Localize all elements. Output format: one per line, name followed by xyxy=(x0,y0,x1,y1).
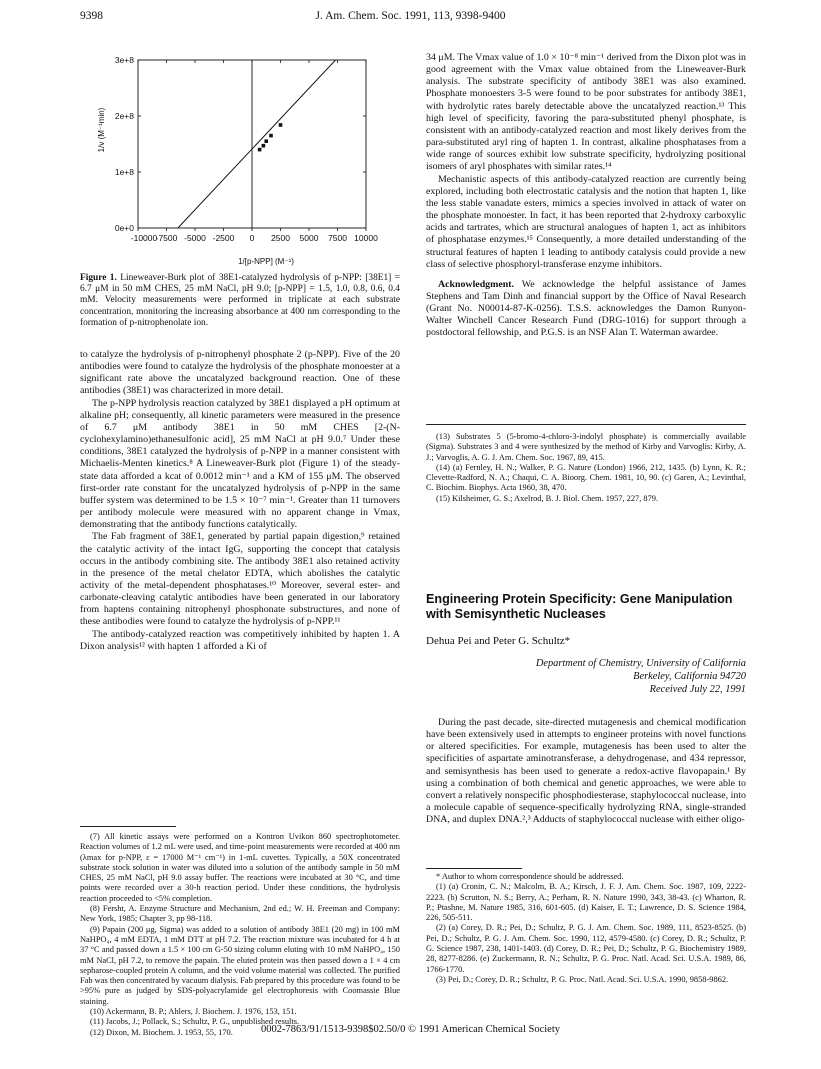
left-paragraph: The Fab fragment of 38E1, generated by partial papain digestion,⁹ retained the catalytic activity of the intact IgG, supporting the concept that catalysis occurs in the antibody combining site. The antibody 38E1 also retained activity in the presence of the metal chelator EDTA, which abolishes the catalytic activity of the metal-dependent phosphatases.¹⁰ Moreover, several ester- and carbonate-cleaving catalytic antibodies have been generated in our laboratory from haptens containing nitrophenyl phosphonate substructures, and none of these antibodies were found to catalyze the hydrolysis of p-NPP.¹¹ xyxy=(80,531,400,628)
affiliation-line: Berkeley, California 94720 xyxy=(633,671,746,682)
affiliation xyxy=(426,657,746,696)
footnote: (12) Dixon, M. Biochem. J. 1953, 55, 170. xyxy=(90,1027,233,1037)
footnote-divider xyxy=(426,868,522,869)
acknowledgment-label: Acknowledgment. xyxy=(438,278,514,290)
article-authors: Dehua Pei and Peter G. Schultz* xyxy=(426,635,571,647)
footnote: (2) (a) Corey, D. R.; Pei, D.; Schultz, P. G. J. Am. Chem. Soc. 1989, 111, 8523-8525. (b) Pei, D.; Schultz, P. G. J. Am. Chem. Soc. 1990, 112, 4579-4580. (c) Corey, D. R.; Schultz, P. G. Science 1987, 238, 1401-1403. (d) Corey, D. R.; Pei, D.; Schultz, P. G. Biochemistry 1989, 28, 8277-8286. (e) Zuckermann, R. N.; Schultz, P. G. Proc. Natl. Acad. Sci. U.S.A. 1989, 86, 1766-1770. xyxy=(426,923,746,974)
left-footnotes xyxy=(80,832,400,1038)
copyright-footer: 0002-7863/91/1513-9398$02.50/0 © 1991 American Chemical Society xyxy=(260,1024,561,1035)
x-tick-label: 7500 xyxy=(328,233,347,243)
y-axis-title: 1/v (M⁻¹min) xyxy=(97,107,106,153)
left-paragraph: to catalyze the hydrolysis of p-nitrophenyl phosphate 2 (p-NPP). Five of the 20 antibodies were found to catalyze the hydrolysis of the phosphate monoester at a significant rate above the uncatalyzed background reaction. One of these antibodies (38E1) was characterized in more detail. xyxy=(80,349,400,397)
data-point xyxy=(269,134,273,138)
acknowledgment xyxy=(426,279,746,340)
x-axis-title: 1/[p-NPP] (M⁻¹) xyxy=(238,257,294,266)
figure-caption-text: Lineweaver-Burk plot of 38E1-catalyzed hydrolysis of p-NPP: [38E1] = 6.7 μM in 50 mM CHES, 25 mM NaCl, pH 9.0; [p-NPP] = 1.5, 1.0, 0.8, 0.6, 0.4 mM. Velocity measurements were performed in triplicate at each substrate concentration, monitoring the increasing absorbance at 400 nm corresponding to the formation of p-nitrophenolate ion. xyxy=(80,273,401,328)
right-paragraph: 34 μM. The Vmax value of 1.0 × 10⁻⁸ min⁻¹ derived from the Dixon plot was in good agreement with the Vmax value obtained from the Lineweaver-Burk analysis. The substrate specificity of antibody 38E1 was also examined. Phosphate monoesters 3-5 were found to be poor substrates for antibody 38E1, with hydrolytic rates barely detectable above the uncatalyzed reaction.¹³ This high level of specificity, favoring the para-substituted phenyl phosphate, is consistent with an antibody-catalyzed reaction and most likely derives from the para-substituted aryl ring of hapten 1. In contrast, alkaline phosphatases from a wide range of sources exhibit low substrate specificity, hydrolyzing positional isomers of aryl phosphates with similar rates.¹⁴ xyxy=(426,52,746,173)
fit-line xyxy=(178,52,366,228)
right-column-body xyxy=(426,52,746,340)
x-tick-label: -2500 xyxy=(212,233,235,243)
acknowledgment-text: We acknowledge the helpful assistance of James Stephens and Tam Dinh and financial support by the Office of Naval Research (Grant No. N00014-87-K-0256). T.S.S. acknowledges the Damon Runyon-Walter Winchell Cancer Research Fund (DRG-1016) for support through a postdoctoral fellowship, and P.G.S. is an NSF Alan T. Waterman awardee. xyxy=(426,278,747,339)
article-body xyxy=(426,717,746,826)
left-column-body xyxy=(80,349,400,653)
x-tick-label: 10000 xyxy=(354,233,378,243)
footnote: (11) Jacobs, J.; Pollack, S.; Schultz, P. G., unpublished results. xyxy=(90,1017,300,1027)
x-tick-label: 0 xyxy=(249,233,255,243)
section-divider xyxy=(426,424,746,425)
y-tick-label: 0e+0 xyxy=(114,223,134,233)
figure-caption xyxy=(80,273,400,329)
left-paragraph: The antibody-catalyzed reaction was competitively inhibited by hapten 1. A Dixon analysis¹² with hapten 1 afforded a Ki of xyxy=(80,628,400,652)
footnote: (10) Ackermann, B. P.; Ahlers, J. Biochem. J. 1976, 153, 151. xyxy=(90,1007,297,1017)
data-point xyxy=(262,144,266,148)
footnote: (15) Kilsheimer, G. S.; Axelrod, B. J. Biol. Chem. 1957, 227, 879. xyxy=(436,493,659,503)
footnote: (13) Substrates 5 (5-bromo-4-chloro-3-indolyl phosphate) is commercially available (Sigma). Substrates 3 and 4 were synthesized by the method of Kirby and Varvoglis: Kirby, A. J.; Varvoglis, A. G. J. Am. Chem. Soc. 1967, 89, 415. xyxy=(426,432,746,462)
figure-label: Figure 1. xyxy=(80,273,117,283)
data-point xyxy=(279,123,283,127)
right-paragraph: Mechanistic aspects of this antibody-catalyzed reaction are currently being explored, including both electrostatic catalysis and the notion that hapten 1, like the less stable vanadate esters, mimics a species involved in attack of water on the phosphate monoester. In fact, it has been reported that 2-hydroxy carboxylic acids and tartrates, which are structural analogues of hapten 1, act as inhibitors of phosphatase enzymes.¹⁵ Consequently, a more detailed understanding of the structural features of hapten 1 leading to antibody catalysis could provide a new class of selective phosphoryl-transferase enzyme inhibitors. xyxy=(426,173,746,270)
footnote: (1) (a) Cronin, C. N.; Malcolm, B. A.; Kirsch, J. F. J. Am. Chem. Soc. 1987, 109, 2222-2223. (b) Scrutton, N. S.; Berry, A.; Perham, R. N. Nature 1990, 343, 38-43. (c) Wharton, R. P.; Ptashne, M. Nature 1985, 316, 601-605. (d) Kaiser, E. T.; Lawrence, D. S. Science 1984, 226, 505-511. xyxy=(426,882,746,923)
x-tick-label: 5000 xyxy=(299,233,319,243)
affiliation-line: Department of Chemistry, University of California xyxy=(535,658,746,669)
y-tick-label: 2e+8 xyxy=(114,111,134,121)
received-date: Received July 22, 1991 xyxy=(649,684,746,695)
right-footnotes xyxy=(426,432,746,504)
article-title: Engineering Protein Specificity: Gene Manipulation with Semisynthetic Nucleases xyxy=(426,592,733,621)
lineweaver-burk-chart xyxy=(80,52,400,274)
running-header: J. Am. Chem. Soc. 1991, 113, 9398-9400 xyxy=(315,10,506,22)
y-tick-label: 3e+8 xyxy=(114,55,134,65)
page-number: 9398 xyxy=(80,10,103,22)
x-tick-label: -5000 xyxy=(184,233,206,243)
x-tick-label: 2500 xyxy=(271,233,290,243)
x-tick-label: -7500 xyxy=(155,233,178,243)
footnote: (7) All kinetic assays were performed on a Kontron Uvikon 860 spectrophotometer. Reaction volumes of 1.2 mL were used, and time-point measurements were recorded at 400 nm (λmax for p-NPP, ε = 17000 M⁻¹ cm⁻¹) in 1-mL cuvettes. Typically, a 50X concentrated substrate stock solution in water was diluted into a solution of the antibody sample in 50 mM CHES, 25 mM NaCl, pH 9.0 assay buffer. The reactions were incubated at 30 °C, and time points were recorded over a 30-h reaction period. Under these conditions, the hydrolysis reaction proceeded to <5% completion. xyxy=(80,832,400,903)
data-point xyxy=(258,148,262,152)
data-point xyxy=(264,139,268,143)
footnote: (3) Pei, D.; Corey, D. R.; Schultz, P. G. Proc. Natl. Acad. Sci. U.S.A. 1990, 9858-9862. xyxy=(436,974,729,984)
y-tick-label: 1e+8 xyxy=(114,167,134,177)
article-footnotes xyxy=(426,872,746,985)
footnote: * Author to whom correspondence should be addressed. xyxy=(436,872,624,881)
x-tick-label: -10000 xyxy=(130,233,158,243)
left-paragraph: The p-NPP hydrolysis reaction catalyzed by 38E1 displayed a pH optimum at alkaline pH; consequently, all kinetic parameters were measured in the presence of 6.7 μM antibody 38E1 in 50 mM CHES [2-(N-cyclohexylamino)ethanesulfonic acid], 25 mM NaCl at pH 9.0.⁷ Under these conditions, 38E1 catalyzed the hydrolysis of p-NPP in a manner consistent with Michaelis-Menten kinetics.⁸ A Lineweaver-Burk plot (Figure 1) of the steady-state data afforded a kcat of 0.0012 min⁻¹ and a KM of 155 μM. The observed first-order rate constant for the uncatalyzed hydrolysis of p-NPP in the same buffer system was determined to be 1.5 × 10⁻⁷ min⁻¹. Greater than 11 turnovers per antibody molecule were measured with no apparent change in Vmax, demonstrating that the antibody functions catalytically. xyxy=(80,397,400,531)
article-paragraph: During the past decade, site-directed mutagenesis and chemical modification have been extensively used in attempts to engineer proteins with novel functions or altered specificities. For example, mutagenesis has been used to alter the specificities of aspartate aminotransferase, a dehydrogenase, and 434 repressor, and semisynthesis has been used to generate a redox-active flavopapain.¹ By using a combination of both chemical and genetic approaches, we were able to convert a relatively nonspecific phosphodiesterase, staphylococcal nuclease, into a molecule capable of sequence-specifically hydrolyzing RNA, single-stranded DNA, and duplex DNA.²,³ Adducts of staphylococcal nuclease with either oligo- xyxy=(426,717,746,826)
footnote-divider xyxy=(80,826,176,827)
footnote: (14) (a) Fernley, H. N.; Walker, P. G. Nature (London) 1966, 212, 1435. (b) Lynn, K. R.; Clevette-Radford, N. A.; Chaqui, C. A. Bioorg. Chem. 1981, 10, 90. (c) Garen, A.; Levinthal, C. Biochim. Biophys. Acta 1960, 38, 470. xyxy=(426,462,746,493)
footnote: (9) Papain (200 μg, Sigma) was added to a solution of antibody 38E1 (20 mg) in 100 mM NaHPO₄, 4 mM EDTA, 1 mM DTT at pH 7.2. The reaction mixture was incubated for 4 h at 37 °C and passed down a 1.5 × 100 cm G-50 sizing column eluting with 10 mM NaHPO₄, 150 mM NaCl, pH 7.2, to remove the papain. The eluted protein was then passed down a 1 × 4 cm sepharose-coupled protein A column, and the void volume material was collected. The purified Fab was then concentrated by vacuum dialysis. Fab prepared by this procedure was found to be >95% pure as judged by SDS-polyacrylamide gel electrophoresis with Coomassie Blue staining. xyxy=(80,924,400,1006)
footnote: (8) Fersht, A. Enzyme Structure and Mechanism, 2nd ed.; W. H. Freeman and Company: New York, 1985; Chapter 3, pp 98-118. xyxy=(80,904,400,924)
